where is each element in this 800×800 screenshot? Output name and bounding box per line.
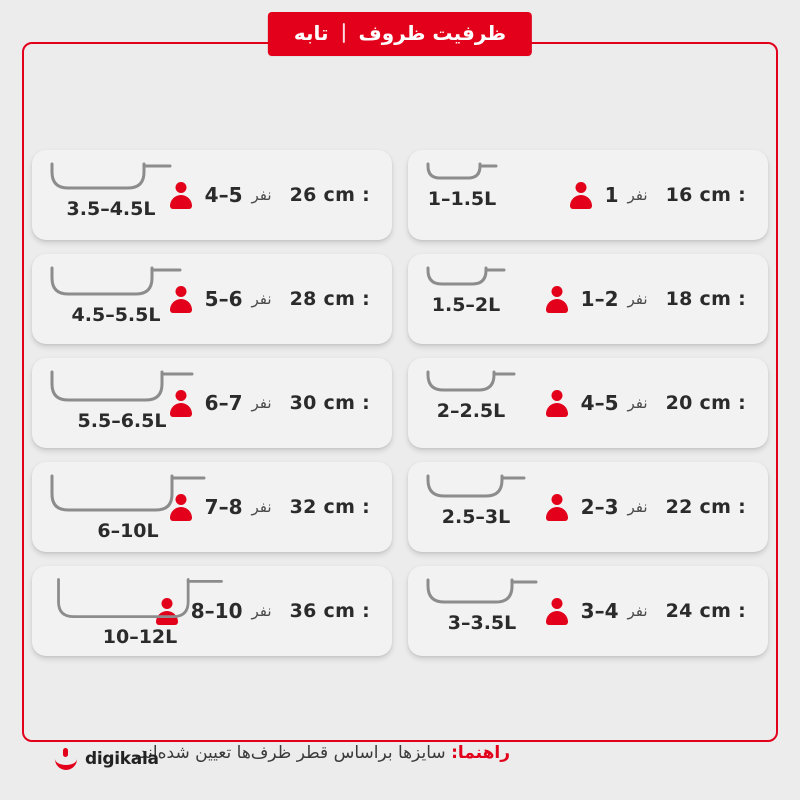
capacity-card — [408, 566, 768, 656]
people-count: 6–7 — [204, 391, 243, 415]
pan-size-label: 28 cm : — [289, 288, 370, 310]
serving-size — [546, 494, 648, 520]
capacity-card — [408, 462, 768, 552]
pan-illustration — [420, 470, 532, 544]
pan-icon — [420, 366, 522, 398]
pan-icon — [44, 470, 212, 518]
header-separator — [343, 23, 345, 43]
capacity-card — [32, 462, 392, 552]
serving-size — [546, 390, 648, 416]
pan-illustration — [420, 366, 522, 440]
capacity-card — [32, 358, 392, 448]
pan-size-label: 22 cm : — [665, 496, 746, 518]
people-unit-label: نفر — [627, 394, 648, 412]
header-badge — [268, 12, 532, 56]
pan-illustration — [420, 574, 544, 648]
person-icon — [570, 182, 592, 208]
people-count: 5–6 — [204, 287, 243, 311]
serving-size — [546, 286, 648, 312]
person-icon — [546, 390, 568, 416]
people-count: 4–5 — [204, 183, 243, 207]
pan-illustration — [420, 158, 504, 232]
pan-icon — [420, 158, 504, 186]
people-count: 8–10 — [190, 599, 243, 623]
digikala-smile-icon — [55, 748, 77, 770]
people-count: 1–2 — [580, 287, 619, 311]
pan-size-label: 36 cm : — [289, 600, 370, 622]
pan-size-label: 24 cm : — [665, 600, 746, 622]
pan-illustration — [44, 366, 200, 440]
people-unit-label: نفر — [251, 186, 272, 204]
people-unit-label: نفر — [251, 394, 272, 412]
person-icon — [546, 286, 568, 312]
pan-size-label: 18 cm : — [665, 288, 746, 310]
pan-volume-label: 4.5–5.5L — [71, 304, 161, 326]
pan-illustration — [44, 262, 188, 336]
pan-size-label: 20 cm : — [665, 392, 746, 414]
header-title-right: ظرفیت ظروف — [358, 21, 507, 45]
digikala-wordmark: digikala — [85, 749, 159, 769]
pan-volume-label: 3–3.5L — [447, 612, 517, 634]
people-count: 2–3 — [580, 495, 619, 519]
footer-note-text: سایزها براساس قطر ظرف‌ها تعیین شده‌اند. — [133, 743, 452, 763]
pan-volume-label: 3.5–4.5L — [66, 198, 156, 220]
people-count: 7–8 — [204, 495, 243, 519]
serving-size — [546, 598, 648, 624]
pan-volume-label: 2.5–3L — [441, 506, 511, 528]
people-unit-label: نفر — [627, 186, 648, 204]
person-icon — [546, 494, 568, 520]
pan-icon — [44, 574, 236, 624]
pan-icon — [44, 262, 188, 302]
capacity-card — [32, 150, 392, 240]
pan-volume-label: 5.5–6.5L — [77, 410, 167, 432]
capacity-card — [408, 150, 768, 240]
people-count: 1 — [604, 183, 619, 207]
people-unit-label: نفر — [251, 290, 272, 308]
footer-note-key: راهنما: — [451, 743, 510, 763]
pan-icon — [44, 366, 200, 408]
capacity-grid — [32, 150, 768, 656]
digikala-logo — [55, 748, 159, 770]
pan-volume-label: 1.5–2L — [431, 294, 501, 316]
pan-illustration — [44, 470, 212, 544]
capacity-card — [32, 254, 392, 344]
pan-size-label: 32 cm : — [289, 496, 370, 518]
people-unit-label: نفر — [627, 498, 648, 516]
people-unit-label: نفر — [627, 602, 648, 620]
pan-volume-label: 2–2.5L — [436, 400, 506, 422]
pan-icon — [44, 158, 178, 196]
people-unit-label: نفر — [627, 290, 648, 308]
pan-size-label: 30 cm : — [289, 392, 370, 414]
pan-volume-label: 10–12L — [102, 626, 178, 648]
pan-illustration — [44, 158, 178, 232]
serving-size — [170, 182, 272, 208]
person-icon — [546, 598, 568, 624]
pan-illustration — [44, 574, 236, 648]
people-unit-label: نفر — [251, 602, 272, 620]
pan-volume-label: 6–10L — [97, 520, 159, 542]
pan-size-label: 26 cm : — [289, 184, 370, 206]
people-count: 4–5 — [580, 391, 619, 415]
pan-volume-label: 1–1.5L — [427, 188, 497, 210]
pan-icon — [420, 470, 532, 504]
capacity-card — [408, 254, 768, 344]
pan-icon — [420, 262, 512, 292]
capacity-card — [32, 566, 392, 656]
serving-size — [570, 182, 648, 208]
capacity-card — [408, 358, 768, 448]
pan-icon — [420, 574, 544, 610]
pan-size-label: 16 cm : — [665, 184, 746, 206]
header-title-left: تابه — [293, 21, 329, 45]
people-unit-label: نفر — [251, 498, 272, 516]
people-count: 3–4 — [580, 599, 619, 623]
pan-illustration — [420, 262, 512, 336]
